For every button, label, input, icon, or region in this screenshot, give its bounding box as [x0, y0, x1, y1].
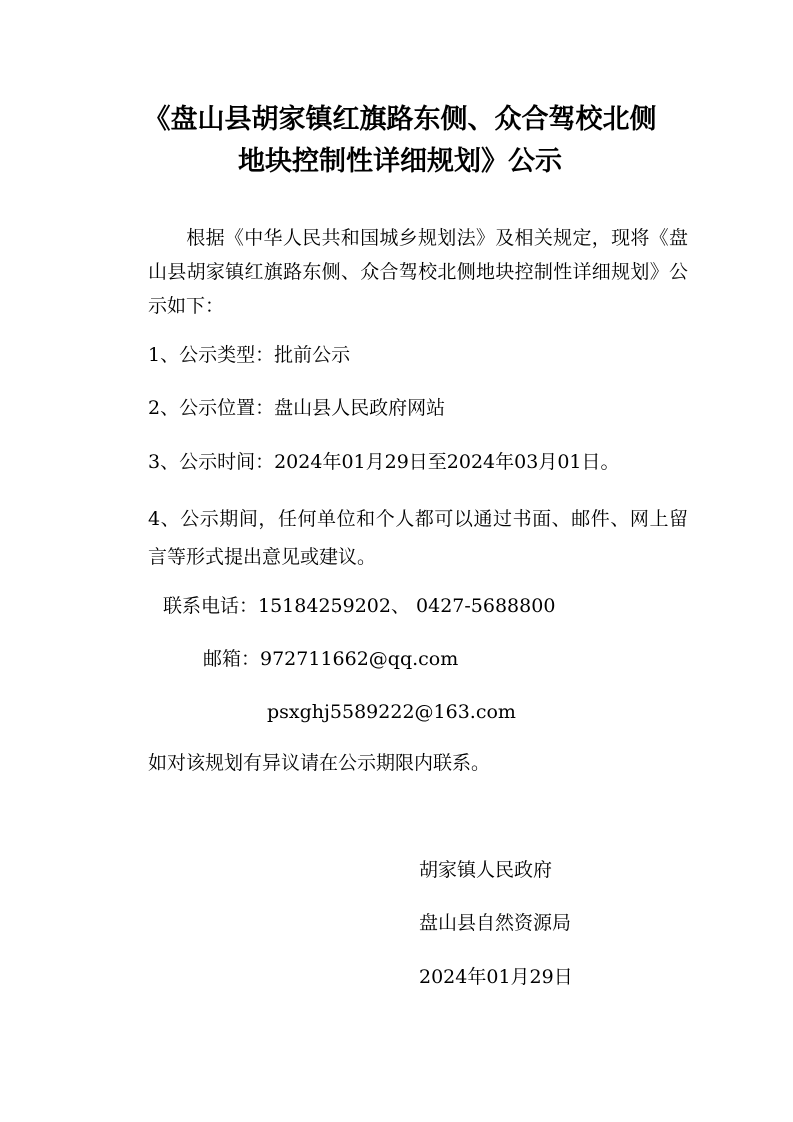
item-publicity-feedback: 4、公示期间，任何单位和个人都可以通过书面、邮件、网上留言等形式提出意见或建议。 [148, 508, 688, 568]
document-title-line-2: 地块控制性详细规划》公示 [238, 146, 562, 177]
signature-org-town: 胡家镇人民政府 [419, 859, 553, 881]
document-title-line-1: 《盘山县胡家镇红旗路东侧、众合驾校北侧 [143, 104, 657, 135]
item-publicity-type: 1、公示类型：批前公示 [148, 344, 351, 366]
intro-paragraph [148, 221, 688, 323]
signature-date: 2024年01月29日 [419, 966, 573, 988]
item-publicity-time: 3、公示时间：2024年01月29日至2024年03月01日。 [148, 451, 620, 473]
item-publicity-location: 2、公示位置：盘山县人民政府网站 [148, 397, 446, 419]
contact-email-1: 邮箱：972711662@qq.com [203, 648, 459, 670]
closing-note: 如对该规划有异议请在公示期限内联系。 [148, 752, 491, 774]
contact-phone: 联系电话：15184259202、 0427-5688800 [163, 595, 556, 617]
intro-text: 根据《中华人民共和国城乡规划法》及相关规定，现将《盘山县胡家镇红旗路东侧、众合驾校北侧地块控制性详细规划》公示如下： [148, 227, 688, 317]
signature-org-bureau: 盘山县自然资源局 [419, 912, 572, 934]
contact-email-2: psxghj5589222@163.com [267, 701, 516, 723]
